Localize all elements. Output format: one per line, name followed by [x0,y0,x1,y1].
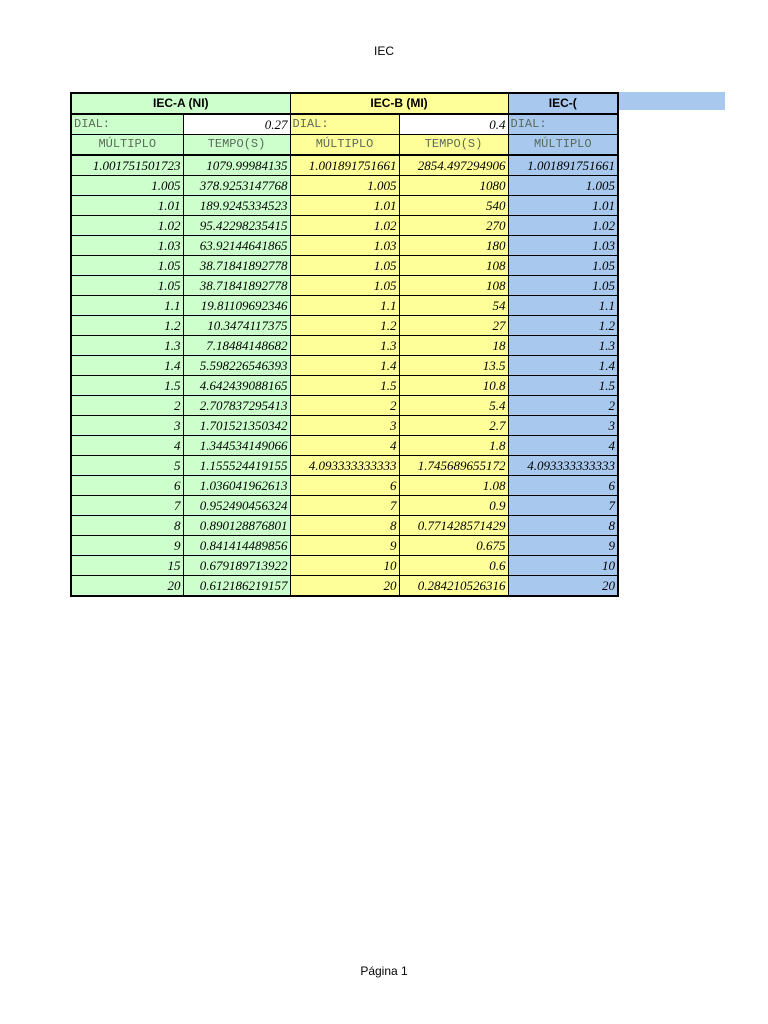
iec-b-time-cell[interactable]: 1.745689655172 [399,456,508,476]
iec-b-time-cell[interactable]: 0.771428571429 [399,516,508,536]
iec-c-multiple-cell[interactable]: 1.05 [508,256,618,276]
table-row [71,236,618,256]
iec-c-multiple-cell[interactable]: 20 [508,576,618,597]
iec-c-dial-label: DIAL: [508,114,618,135]
iec-c-multiple-cell[interactable]: 4.093333333333 [508,456,618,476]
iec-b-multiple-cell[interactable]: 3 [290,416,399,436]
iec-c-multiple-cell[interactable]: 1.01 [508,196,618,216]
table-row [71,416,618,436]
iec-b-multiple-header: MÚLTIPLO [290,135,399,156]
table-row [71,356,618,376]
iec-c-multiple-cell[interactable]: 1.4 [508,356,618,376]
iec-c-title-overflow [617,92,725,110]
iec-a-time-cell[interactable]: 19.81109692346 [183,296,290,316]
iec-b-multiple-cell[interactable]: 1.1 [290,296,399,316]
iec-a-multiple-cell[interactable]: 1.05 [71,276,183,296]
iec-a-multiple-cell[interactable]: 1.001751501723 [71,155,183,176]
iec-a-multiple-cell[interactable]: 1.3 [71,336,183,356]
iec-b-multiple-cell[interactable]: 1.5 [290,376,399,396]
iec-b-time-cell[interactable]: 108 [399,276,508,296]
iec-a-title: IEC-A (NI) [71,93,290,114]
iec-b-time-cell[interactable]: 0.675 [399,536,508,556]
iec-b-time-cell[interactable]: 0.9 [399,496,508,516]
dial-row [71,114,618,135]
iec-b-dial-label: DIAL: [290,114,399,135]
iec-b-multiple-cell[interactable]: 4 [290,436,399,456]
iec-b-time-cell[interactable]: 2854.497294906 [399,155,508,176]
iec-c-multiple-cell[interactable]: 1.2 [508,316,618,336]
iec-b-multiple-cell[interactable]: 20 [290,576,399,597]
iec-c-multiple-cell[interactable]: 1.1 [508,296,618,316]
iec-b-time-cell[interactable]: 1.8 [399,436,508,456]
iec-a-multiple-cell[interactable]: 4 [71,436,183,456]
page-footer: Página 1 [360,964,408,978]
iec-a-time-cell[interactable]: 38.71841892778 [183,276,290,296]
iec-a-multiple-cell[interactable]: 15 [71,556,183,576]
iec-c-multiple-cell[interactable]: 1.3 [508,336,618,356]
iec-a-multiple-cell[interactable]: 1.5 [71,376,183,396]
iec-a-multiple-cell[interactable]: 6 [71,476,183,496]
iec-a-time-cell[interactable]: 1.155524419155 [183,456,290,476]
iec-a-time-cell[interactable]: 0.612186219157 [183,576,290,597]
page-header: IEC [373,44,394,58]
iec-b-multiple-cell[interactable]: 6 [290,476,399,496]
table-row [71,155,618,176]
iec-a-multiple-cell[interactable]: 3 [71,416,183,436]
iec-a-time-cell[interactable]: 1.701521350342 [183,416,290,436]
iec-b-multiple-cell[interactable]: 4.093333333333 [290,456,399,476]
iec-c-multiple-header: MÚLTIPLO [508,135,618,156]
table-row [71,556,618,576]
iec-a-time-cell[interactable]: 0.679189713922 [183,556,290,576]
iec-b-time-cell[interactable]: 270 [399,216,508,236]
table-row [71,336,618,356]
iec-c-title: IEC-( [508,93,618,114]
iec-b-time-cell[interactable]: 13.5 [399,356,508,376]
iec-a-multiple-cell[interactable]: 7 [71,496,183,516]
iec-b-time-cell[interactable]: 108 [399,256,508,276]
iec-b-time-cell[interactable]: 180 [399,236,508,256]
iec-a-time-cell[interactable]: 4.642439088165 [183,376,290,396]
iec-a-time-cell[interactable]: 0.890128876801 [183,516,290,536]
iec-a-time-cell[interactable]: 1079.99984135 [183,155,290,176]
iec-b-multiple-cell[interactable]: 2 [290,396,399,416]
iec-b-time-cell[interactable]: 1080 [399,176,508,196]
iec-a-multiple-cell[interactable]: 1.05 [71,256,183,276]
iec-a-time-cell[interactable]: 95.42298235415 [183,216,290,236]
iec-a-time-cell[interactable]: 0.952490456324 [183,496,290,516]
table-row [71,376,618,396]
iec-c-multiple-cell[interactable]: 10 [508,556,618,576]
iec-b-multiple-cell[interactable]: 1.05 [290,276,399,296]
iec-a-time-cell[interactable]: 1.036041962613 [183,476,290,496]
iec-c-multiple-cell[interactable]: 9 [508,536,618,556]
iec-a-multiple-cell[interactable]: 1.2 [71,316,183,336]
iec-curves-table [70,92,619,597]
iec-a-multiple-cell[interactable]: 1.005 [71,176,183,196]
iec-a-time-cell[interactable]: 0.841414489856 [183,536,290,556]
table-row [71,436,618,456]
iec-b-dial-input[interactable]: 0.4 [399,114,508,135]
iec-c-multiple-cell[interactable]: 1.05 [508,276,618,296]
iec-a-multiple-cell[interactable]: 20 [71,576,183,597]
iec-c-multiple-cell[interactable]: 3 [508,416,618,436]
iec-c-multiple-cell[interactable]: 1.02 [508,216,618,236]
iec-b-time-cell[interactable]: 0.6 [399,556,508,576]
iec-b-multiple-cell[interactable]: 1.01 [290,196,399,216]
column-header-row [71,135,618,156]
iec-b-time-cell[interactable]: 1.08 [399,476,508,496]
iec-b-time-header: TEMPO(S) [399,135,508,156]
iec-a-multiple-cell[interactable]: 9 [71,536,183,556]
iec-a-dial-input[interactable]: 0.27 [183,114,290,135]
iec-b-multiple-cell[interactable]: 10 [290,556,399,576]
iec-a-dial-label: DIAL: [71,114,183,135]
iec-b-multiple-cell[interactable]: 8 [290,516,399,536]
iec-c-multiple-cell[interactable]: 8 [508,516,618,536]
iec-b-multiple-cell[interactable]: 1.4 [290,356,399,376]
table-row [71,396,618,416]
iec-b-time-cell[interactable]: 2.7 [399,416,508,436]
iec-b-time-cell[interactable]: 18 [399,336,508,356]
iec-c-multiple-cell[interactable]: 1.5 [508,376,618,396]
table-row [71,496,618,516]
iec-a-time-cell[interactable]: 7.18484148682 [183,336,290,356]
iec-a-multiple-cell[interactable]: 1.02 [71,216,183,236]
iec-a-time-cell[interactable]: 189.9245334523 [183,196,290,216]
table-row [71,256,618,276]
iec-b-title: IEC-B (MI) [290,93,508,114]
iec-a-multiple-cell[interactable]: 2 [71,396,183,416]
iec-a-multiple-header: MÚLTIPLO [71,135,183,156]
iec-a-time-cell[interactable]: 1.344534149066 [183,436,290,456]
table-row [71,576,618,597]
iec-b-time-cell[interactable]: 27 [399,316,508,336]
iec-a-multiple-cell[interactable]: 5 [71,456,183,476]
iec-a-multiple-cell[interactable]: 8 [71,516,183,536]
table-row [71,176,618,196]
iec-b-multiple-cell[interactable]: 1.005 [290,176,399,196]
iec-b-multiple-cell[interactable]: 1.3 [290,336,399,356]
iec-b-multiple-cell[interactable]: 1.001891751661 [290,155,399,176]
iec-c-multiple-cell[interactable]: 1.03 [508,236,618,256]
iec-a-multiple-cell[interactable]: 1.4 [71,356,183,376]
iec-a-time-cell[interactable]: 2.707837295413 [183,396,290,416]
iec-b-multiple-cell[interactable]: 1.05 [290,256,399,276]
iec-a-time-cell[interactable]: 10.3474117375 [183,316,290,336]
table-row [71,216,618,236]
iec-b-time-cell[interactable]: 0.284210526316 [399,576,508,597]
table-row [71,316,618,336]
iec-a-time-cell[interactable]: 63.92144641865 [183,236,290,256]
table-row [71,296,618,316]
table-row [71,456,618,476]
iec-c-multiple-cell[interactable]: 1.001891751661 [508,155,618,176]
iec-b-multiple-cell[interactable]: 1.02 [290,216,399,236]
iec-c-multiple-cell[interactable]: 1.005 [508,176,618,196]
title-row [71,93,618,114]
table-row [71,196,618,216]
iec-b-multiple-cell[interactable]: 1.03 [290,236,399,256]
iec-a-time-header: TEMPO(S) [183,135,290,156]
table-row [71,536,618,556]
iec-a-time-cell[interactable]: 38.71841892778 [183,256,290,276]
iec-a-multiple-cell[interactable]: 1.01 [71,196,183,216]
iec-c-multiple-cell[interactable]: 4 [508,436,618,456]
iec-a-time-cell[interactable]: 378.9253147768 [183,176,290,196]
iec-c-multiple-cell[interactable]: 6 [508,476,618,496]
iec-b-multiple-cell[interactable]: 7 [290,496,399,516]
iec-b-time-cell[interactable]: 10.8 [399,376,508,396]
table-row [71,476,618,496]
iec-a-time-cell[interactable]: 5.598226546393 [183,356,290,376]
iec-b-time-cell[interactable]: 54 [399,296,508,316]
iec-a-multiple-cell[interactable]: 1.03 [71,236,183,256]
iec-b-time-cell[interactable]: 5.4 [399,396,508,416]
iec-a-multiple-cell[interactable]: 1.1 [71,296,183,316]
table-row [71,276,618,296]
iec-c-multiple-cell[interactable]: 2 [508,396,618,416]
table-row [71,516,618,536]
iec-b-multiple-cell[interactable]: 1.2 [290,316,399,336]
iec-b-multiple-cell[interactable]: 9 [290,536,399,556]
iec-b-time-cell[interactable]: 540 [399,196,508,216]
iec-c-multiple-cell[interactable]: 7 [508,496,618,516]
